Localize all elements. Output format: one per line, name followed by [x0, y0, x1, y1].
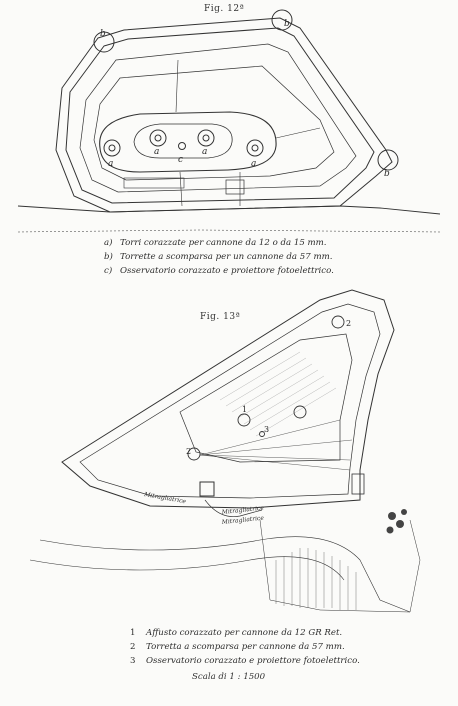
map-label-c: c — [178, 155, 184, 165]
mitragliatrice-label: Mitragliatrice — [221, 514, 265, 526]
map-label-a: a — [154, 147, 160, 157]
map-label-b: b — [384, 169, 390, 179]
legend-text: Torretta a scomparsa per cannone da 57 mm. — [146, 642, 345, 652]
legend-key: c) — [104, 266, 113, 276]
approach-road — [40, 537, 410, 612]
legend-item — [130, 626, 360, 640]
road-line — [18, 230, 440, 232]
approach-road-edge — [30, 557, 344, 580]
access-path — [176, 60, 178, 112]
turret-2-right — [332, 316, 344, 328]
legend-item — [104, 264, 334, 278]
machine-gun-post — [200, 482, 214, 496]
turret-a-4-core — [252, 145, 258, 151]
scale-caption: Scala di 1 : 1500 — [192, 672, 266, 682]
outer-rampart-outline — [56, 18, 392, 212]
legend-key: 2 — [130, 642, 136, 652]
legend-item — [130, 640, 360, 654]
turret-a-2-core — [155, 135, 161, 141]
map-label-b: b — [100, 29, 106, 39]
fire-lines — [200, 420, 352, 470]
mitragliatrice-label: Mitragliatrice — [221, 504, 265, 516]
observatory-c — [179, 143, 186, 150]
turret-a-3-core — [203, 135, 209, 141]
access-path — [276, 128, 320, 138]
terreplein — [94, 66, 334, 180]
legend-text: Torri corazzate per cannone da 12 o da 15 mm. — [120, 238, 327, 248]
legend-text: Osservatorio corazzato e proiettore fotoelettrico. — [146, 656, 360, 666]
entrance-block — [226, 180, 244, 194]
central-core — [134, 124, 232, 158]
legend-item — [104, 250, 334, 264]
figure-12-legend — [104, 236, 334, 278]
mitragliatrice-label: Mitragliatrice — [143, 491, 187, 506]
turret-a-1-core — [109, 145, 115, 151]
east-caponier — [352, 474, 364, 494]
turret-a-2 — [150, 130, 166, 146]
turret-1-left — [238, 414, 250, 426]
map-label-a: a — [251, 159, 257, 169]
legend-item — [104, 236, 334, 250]
figure-13-title: Fig. 13ª — [200, 312, 241, 322]
map-label-a: a — [202, 147, 208, 157]
legend-text: Affusto corazzato per cannone da 12 GR Ret. — [146, 628, 343, 638]
legend-key: b) — [104, 252, 113, 262]
turret-a-4 — [247, 140, 263, 156]
gorge-line — [18, 206, 440, 214]
map-label-2: 2 — [346, 319, 352, 328]
map-label-b: b — [284, 19, 290, 29]
turret-a-1 — [104, 140, 120, 156]
figure-12-title: Fig. 12ª — [204, 4, 245, 14]
courtyard — [180, 334, 352, 462]
inner-rampart-outline — [66, 28, 374, 203]
terrain-hatching — [276, 548, 356, 610]
map-label-1: 1 — [242, 405, 248, 414]
map-label-a: a — [108, 159, 114, 169]
turret-a-3 — [198, 130, 214, 146]
fort-inner-outline — [80, 304, 380, 498]
legend-key: 3 — [130, 656, 136, 666]
map-label-2: 2 — [186, 447, 192, 456]
map-label-3: 3 — [264, 425, 270, 434]
legend-key: 1 — [130, 628, 136, 638]
legend-item — [130, 654, 360, 668]
figure-13-legend — [130, 626, 360, 668]
rock-mass — [387, 509, 408, 534]
legend-text: Torrette a scomparsa per un cannone da 57 mm. — [120, 252, 333, 262]
legend-key: a) — [104, 238, 113, 248]
legend-text: Osservatorio corazzato e proiettore fotoelettrico. — [120, 266, 334, 276]
